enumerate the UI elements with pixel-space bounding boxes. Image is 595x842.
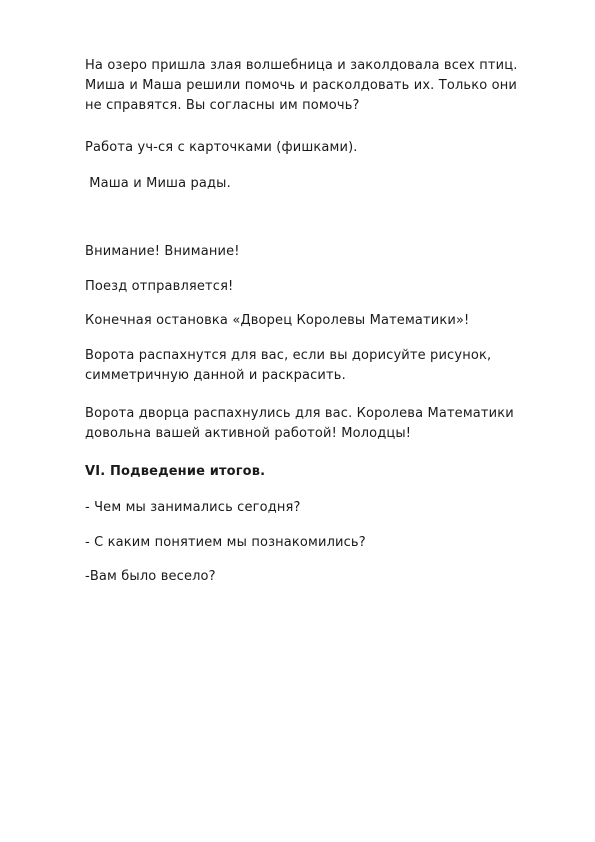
text-line: - С каким понятием мы познакомились? — [85, 535, 366, 550]
text-line: - Чем мы занимались сегодня? — [85, 500, 301, 515]
question-was-it-fun — [85, 567, 555, 587]
text-line: Маша и Миша рады. — [85, 176, 231, 191]
text-line: симметричную данной и раскрасить. — [85, 368, 346, 383]
paragraph-attention — [85, 242, 555, 262]
paragraph-train — [85, 277, 555, 297]
paragraph-gates-drawing — [85, 346, 555, 386]
text-line: Работа уч-ся с карточками (фишками). — [85, 140, 358, 155]
text-line: Миша и Маша решили помочь и расколдовать их. Только они — [85, 78, 517, 93]
question-what-did-we-do — [85, 498, 555, 518]
paragraph-cards-work — [85, 138, 555, 158]
text-line: VI. Подведение итогов. — [85, 464, 266, 479]
section-heading-summary — [85, 462, 555, 482]
text-line: Внимание! Внимание! — [85, 244, 240, 259]
text-line: довольна вашей активной работой! Молодцы! — [85, 426, 412, 441]
text-line: Поезд отправляется! — [85, 279, 234, 294]
paragraph-final-stop — [85, 311, 555, 331]
text-line: -Вам было весело? — [85, 569, 216, 584]
question-which-concept — [85, 533, 555, 553]
text-line: Конечная остановка «Дворец Королевы Математики»! — [85, 313, 470, 328]
text-line: Ворота распахнутся для вас, если вы дорисуйте рисунок, — [85, 348, 492, 363]
paragraph-masha-misha — [85, 174, 555, 194]
text-line: На озеро пришла злая волшебница и заколдовала всех птиц. — [85, 58, 518, 73]
paragraph-gates-opened — [85, 404, 555, 444]
paragraph-story-intro — [85, 56, 555, 116]
text-line: Ворота дворца распахнулись для вас. Королева Математики — [85, 406, 514, 421]
text-line: не справятся. Вы согласны им помочь? — [85, 98, 360, 113]
